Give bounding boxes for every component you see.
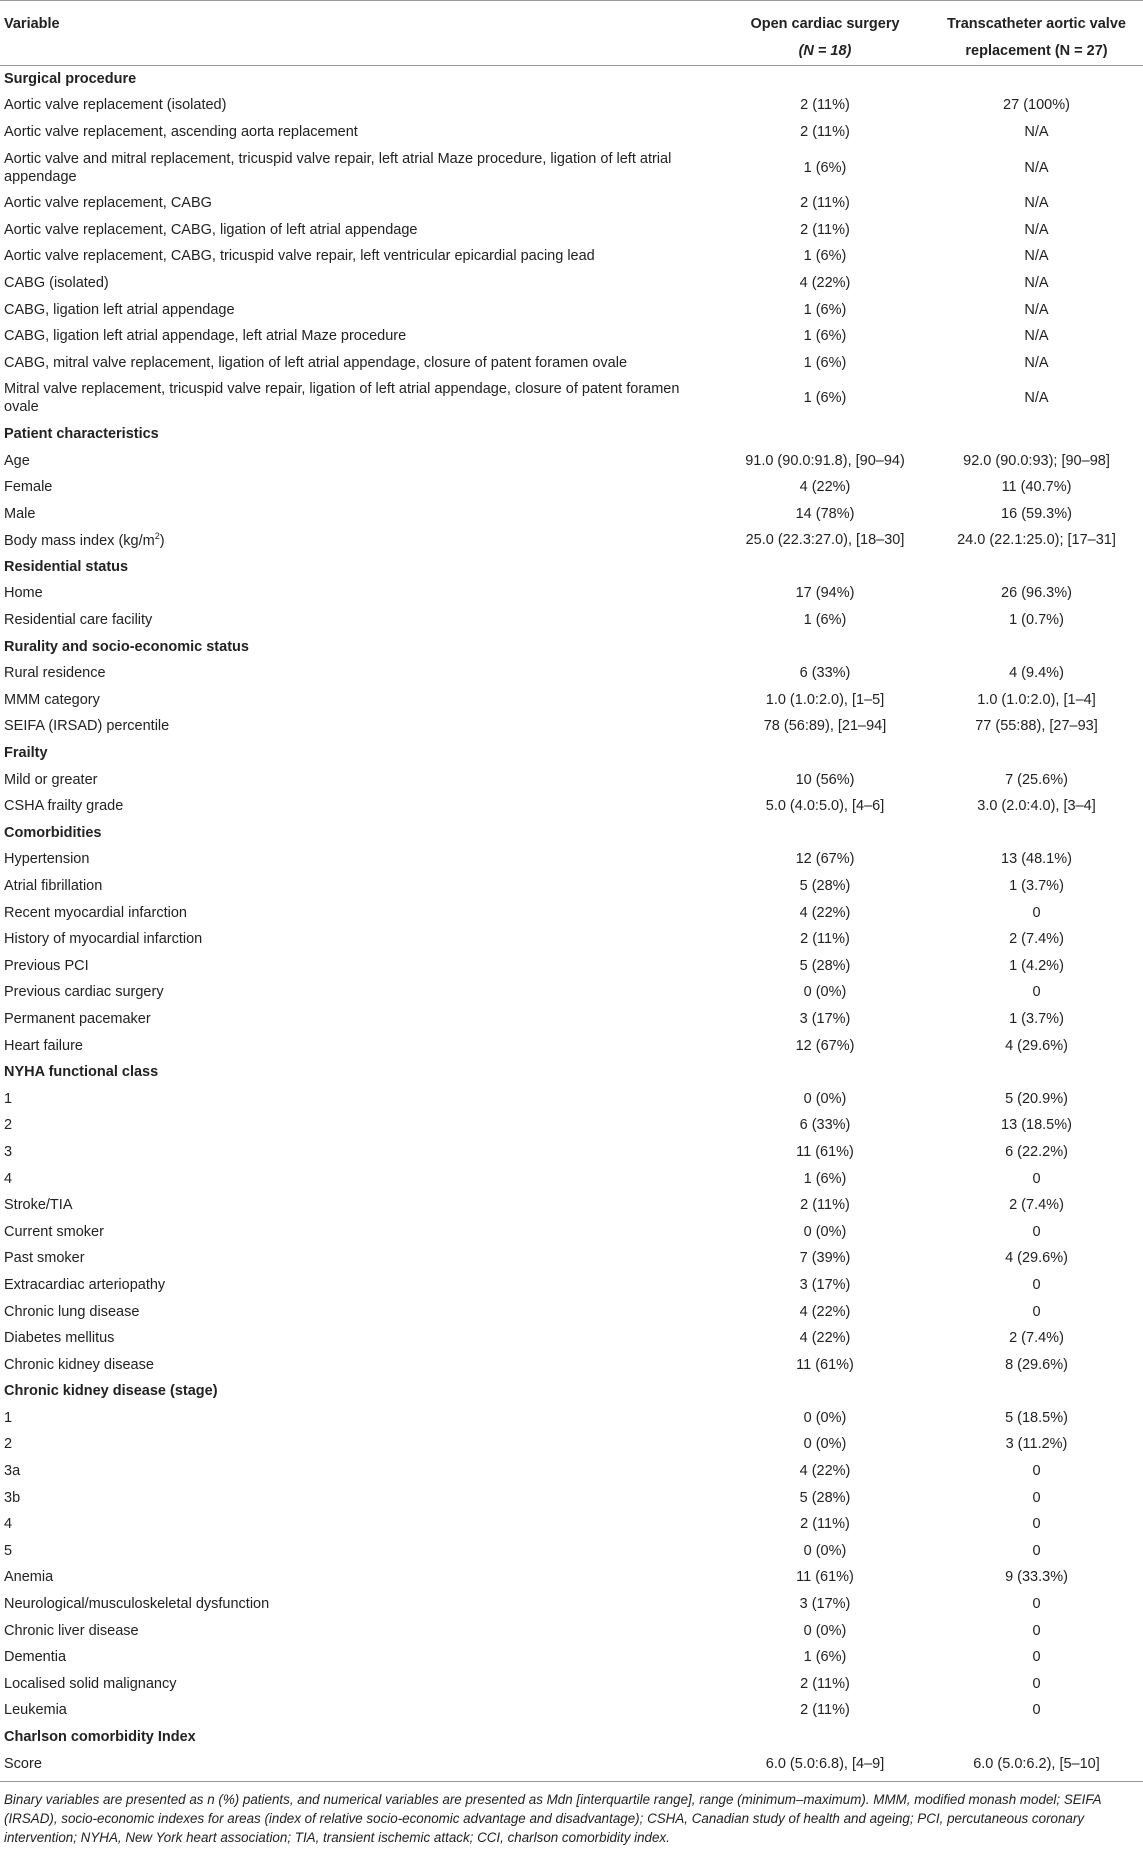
section-header-row [0,1378,1143,1405]
cell-open-cardiac-surgery: 7 (39%) [799,1250,851,1267]
cell-open-cardiac-surgery: 0 (0%) [803,1436,847,1453]
cell-tavr: 77 (55:88), [27–93] [975,718,1098,735]
row-label: Neurological/musculoskeletal dysfunction [4,1596,270,1613]
row-label: Current smoker [4,1223,104,1240]
cell-open-cardiac-surgery: 4 (22%) [799,274,851,291]
table-header-row [0,1,1143,66]
cell-open-cardiac-surgery: 17 (94%) [795,585,855,602]
section-header-row [0,633,1143,660]
cell-open-cardiac-surgery: 1 (6%) [803,1170,847,1187]
cell-tavr: N/A [1024,301,1049,318]
section-title: Chronic kidney disease (stage) [4,1383,218,1400]
cell-tavr: 0 [1032,1303,1041,1320]
table-row [0,145,1143,190]
cell-open-cardiac-surgery: 5 (28%) [799,878,851,895]
row-label: Heart failure [4,1037,83,1054]
cell-tavr: 2 (7.4%) [1009,931,1064,948]
table-row [0,447,1143,474]
row-label: History of myocardial infarction [4,931,203,948]
cell-open-cardiac-surgery: 6.0 (5.0:6.8), [4–9] [765,1755,885,1772]
cell-tavr: 5 (20.9%) [1005,1090,1068,1107]
row-label: 1 [4,1090,13,1107]
row-label: Female [4,479,53,496]
cell-open-cardiac-surgery: 4 (22%) [799,1303,851,1320]
row-label: Aortic valve replacement, CABG [4,195,212,212]
cell-open-cardiac-surgery: 6 (33%) [799,665,851,682]
table-row [0,296,1143,323]
table-row [0,1218,1143,1245]
row-label: 1 [4,1409,13,1426]
cell-open-cardiac-surgery: 0 (0%) [803,1409,847,1426]
header-tavr [930,1,1143,66]
cell-open-cardiac-surgery: 5 (28%) [799,1489,851,1506]
cell-tavr: 0 [1032,1463,1041,1480]
row-label: 2 [4,1436,13,1453]
table-row [0,1431,1143,1458]
section-title: Surgical procedure [4,71,137,88]
cell-tavr: 5 (18.5%) [1005,1409,1068,1426]
row-label: 2 [4,1117,13,1134]
cell-tavr: 0 [1032,1622,1041,1639]
table-row [0,1484,1143,1511]
cell-open-cardiac-surgery: 4 (22%) [799,904,851,921]
row-label: 3b [4,1489,21,1506]
section-header-row [0,421,1143,448]
table-row [0,580,1143,607]
section-title: Rurality and socio-economic status [4,638,249,655]
table-row [0,119,1143,146]
row-label: Chronic lung disease [4,1303,140,1320]
cell-tavr: 0 [1032,984,1041,1001]
row-label: CABG, ligation left atrial appendage, left atrial Maze procedure [4,328,407,345]
table-row [0,376,1143,421]
cell-open-cardiac-surgery: 1 (6%) [803,248,847,265]
cell-open-cardiac-surgery: 2 (11%) [800,1702,850,1719]
cell-open-cardiac-surgery: 3 (17%) [799,1276,851,1293]
table-row [0,899,1143,926]
cell-open-cardiac-surgery: 2 (11%) [800,123,850,140]
table-row [0,1032,1143,1059]
row-label: Anemia [4,1569,54,1586]
cell-tavr: 3.0 (2.0:4.0), [3–4] [977,798,1096,815]
cell-open-cardiac-surgery: 5.0 (4.0:5.0), [4–6] [765,798,885,815]
cell-tavr: 0 [1032,1675,1041,1692]
section-header-row [0,1724,1143,1751]
row-label: CABG, mitral valve replacement, ligation of left atrial appendage, closure of patent foramen ovale [4,354,628,371]
cell-open-cardiac-surgery: 11 (61%) [796,1356,854,1373]
cell-open-cardiac-surgery: 3 (17%) [799,1010,851,1027]
cell-open-cardiac-surgery: 2 (11%) [800,931,850,948]
table-row [0,1405,1143,1432]
cell-tavr: N/A [1024,328,1049,345]
table-row [0,1139,1143,1166]
table-row [0,243,1143,270]
table-row [0,766,1143,793]
cell-tavr: 0 [1032,1223,1041,1240]
cell-tavr: 2 (7.4%) [1009,1330,1064,1347]
row-label: Previous cardiac surgery [4,984,164,1001]
row-label: Recent myocardial infarction [4,904,187,921]
cell-open-cardiac-surgery: 11 (61%) [796,1143,854,1160]
table-row [0,1750,1143,1777]
row-label: Age [4,452,30,469]
table-row [0,1085,1143,1112]
cell-open-cardiac-surgery: 25.0 (22.3:27.0), [18–30] [745,532,905,549]
row-label: Stroke/TIA [4,1197,73,1214]
header-variable: Variable [0,1,720,66]
cell-tavr: 0 [1032,1276,1041,1293]
header-surgery-title: Open cardiac surgery [750,16,900,32]
cell-open-cardiac-surgery: 1 (6%) [803,1649,847,1666]
row-label: Leukemia [4,1702,67,1719]
cell-tavr: 13 (48.1%) [1001,851,1072,868]
cell-open-cardiac-surgery: 1 (6%) [803,159,847,176]
cell-tavr: 92.0 (90.0:93); [90–98] [963,452,1110,469]
cell-open-cardiac-surgery: 1 (6%) [803,354,847,371]
row-label: Hypertension [4,851,90,868]
cell-open-cardiac-surgery: 2 (11%) [800,1675,850,1692]
row-label: CABG, ligation left atrial appendage [4,301,235,318]
cell-open-cardiac-surgery: 1 (6%) [803,328,847,345]
section-title: Charlson comorbidity Index [4,1729,196,1746]
table-row [0,190,1143,217]
cell-tavr: 0 [1032,1596,1041,1613]
cell-tavr: 4 (29.6%) [1005,1250,1068,1267]
row-label: Chronic liver disease [4,1622,139,1639]
header-surgery-n: (N = 18) [798,43,852,59]
cell-open-cardiac-surgery: 11 (61%) [796,1569,854,1586]
row-label: Diabetes mellitus [4,1330,115,1347]
cell-open-cardiac-surgery: 2 (11%) [800,1197,850,1214]
table-row [0,216,1143,243]
table-row [0,953,1143,980]
cell-tavr: N/A [1024,221,1049,238]
header-open-cardiac-surgery [720,1,930,66]
section-title: Comorbidities [4,824,102,841]
row-label [0,527,720,554]
cell-tavr: 1.0 (1.0:2.0), [1–4] [977,691,1096,708]
cell-open-cardiac-surgery: 91.0 (90.0:91.8), [90–94) [745,452,905,469]
row-label: Aortic valve replacement, CABG, ligation of left atrial appendage [4,221,418,238]
table-row [0,873,1143,900]
cell-open-cardiac-surgery: 14 (78%) [795,505,855,522]
cell-tavr: 0 [1032,1649,1041,1666]
section-header-row [0,554,1143,581]
row-label: Aortic valve and mitral replacement, tricuspid valve repair, left atrial Maze procedure, ligation of left atrial appendage [4,150,672,185]
table-body [0,66,1143,1777]
cell-tavr: 4 (9.4%) [1009,665,1064,682]
row-label-text: Body mass index (kg/m [4,533,155,550]
table-row [0,500,1143,527]
row-label-end: ) [159,533,165,550]
table-row [0,1112,1143,1139]
section-title: Residential status [4,558,129,575]
table-row [0,349,1143,376]
row-label: SEIFA (IRSAD) percentile [4,718,170,735]
cell-open-cardiac-surgery: 2 (11%) [800,1516,850,1533]
cell-open-cardiac-surgery: 1.0 (1.0:2.0), [1–5] [765,691,885,708]
row-label: CABG (isolated) [4,274,109,291]
row-label: Past smoker [4,1250,85,1267]
cell-tavr: 9 (33.3%) [1005,1569,1068,1586]
cell-open-cardiac-surgery: 4 (22%) [799,1463,851,1480]
row-label: Extracardiac arteriopathy [4,1276,166,1293]
table-row [0,846,1143,873]
row-label: Aortic valve replacement, ascending aorta replacement [4,123,358,140]
cell-open-cardiac-surgery: 3 (17%) [799,1596,851,1613]
table-row [0,1671,1143,1698]
cell-tavr: 11 (40.7%) [1001,479,1072,496]
cell-tavr: 1 (4.2%) [1009,957,1064,974]
cell-tavr: 6.0 (5.0:6.2), [5–10] [973,1755,1100,1772]
cell-tavr: 16 (59.3%) [1001,505,1072,522]
section-title: Patient characteristics [4,425,159,442]
cell-tavr: 24.0 (22.1:25.0); [17–31] [957,532,1116,549]
table-row [0,1564,1143,1591]
row-label: 3 [4,1143,13,1160]
header-tavr-title: Transcatheter aortic valve [947,16,1126,32]
table-row [0,1617,1143,1644]
cell-tavr: 0 [1032,904,1041,921]
cell-open-cardiac-surgery: 0 (0%) [803,984,847,1001]
table-row [0,1644,1143,1671]
row-label: 4 [4,1170,13,1187]
cell-open-cardiac-surgery: 4 (22%) [799,1330,851,1347]
row-label: Chronic kidney disease [4,1356,154,1373]
cell-open-cardiac-surgery: 0 (0%) [803,1542,847,1559]
cell-open-cardiac-surgery: 1 (6%) [803,612,847,629]
table-row [0,1697,1143,1724]
row-label: Atrial fibrillation [4,878,103,895]
superscript: 2 [154,531,160,542]
table-row [0,1511,1143,1538]
table-row [0,979,1143,1006]
row-label: Aortic valve replacement, CABG, tricuspid valve repair, left ventricular epicardial pacing lead [4,248,595,265]
cell-tavr: 27 (100%) [1003,97,1070,114]
section-header-row [0,66,1143,93]
cell-open-cardiac-surgery: 2 (11%) [800,195,850,212]
cell-tavr: 8 (29.6%) [1005,1356,1068,1373]
cell-tavr: 0 [1032,1542,1041,1559]
row-label: Dementia [4,1649,67,1666]
cell-open-cardiac-surgery: 12 (67%) [795,851,855,868]
row-label: Home [4,585,43,602]
table-row [0,1298,1143,1325]
section-header-row [0,1059,1143,1086]
section-header-row [0,740,1143,767]
cell-open-cardiac-surgery: 1 (6%) [803,301,847,318]
table-row [0,1192,1143,1219]
row-label: Localised solid malignancy [4,1675,177,1692]
cell-tavr: N/A [1024,274,1049,291]
table-row [0,660,1143,687]
cell-tavr: 0 [1032,1516,1041,1533]
cell-tavr: N/A [1024,195,1049,212]
cell-tavr: 0 [1032,1170,1041,1187]
cell-tavr: N/A [1024,248,1049,265]
table-row [0,323,1143,350]
cell-tavr: 1 (3.7%) [1009,1010,1064,1027]
row-label: MMM category [4,691,100,708]
cell-open-cardiac-surgery: 1 (6%) [803,390,847,407]
row-label: 3a [4,1463,21,1480]
table-row [0,926,1143,953]
table-row [0,474,1143,501]
row-label: Mild or greater [4,771,98,788]
row-label: Permanent pacemaker [4,1010,151,1027]
table-row [0,1272,1143,1299]
cell-tavr: N/A [1024,354,1049,371]
table-row [0,527,1143,554]
row-label: Aortic valve replacement (isolated) [4,97,227,114]
table-row [0,92,1143,119]
cell-open-cardiac-surgery: 5 (28%) [799,957,851,974]
table-row [0,1245,1143,1272]
row-label: CSHA frailty grade [4,798,124,815]
cell-tavr: 4 (29.6%) [1005,1037,1068,1054]
row-label: 5 [4,1542,13,1559]
table-row [0,687,1143,714]
table-row [0,1591,1143,1618]
cell-tavr: N/A [1024,123,1049,140]
table-row [0,1351,1143,1378]
cell-tavr: 1 (0.7%) [1009,612,1064,629]
table-row [0,270,1143,297]
cell-open-cardiac-surgery: 6 (33%) [799,1117,851,1134]
cell-tavr: 13 (18.5%) [1001,1117,1072,1134]
table-row [0,713,1143,740]
cell-open-cardiac-surgery: 0 (0%) [803,1090,847,1107]
row-label: Residential care facility [4,612,153,629]
cell-tavr: 26 (96.3%) [1001,585,1072,602]
cell-open-cardiac-surgery: 10 (56%) [795,771,855,788]
row-label: Male [4,505,36,522]
row-label: Previous PCI [4,957,89,974]
section-title: Frailty [4,745,48,762]
cell-open-cardiac-surgery: 2 (11%) [800,97,850,114]
row-label: Mitral valve replacement, tricuspid valve repair, ligation of left atrial appendage, closure of patent foramen ovale [4,381,680,416]
cell-tavr: 1 (3.7%) [1009,878,1064,895]
table-row [0,1165,1143,1192]
table-row [0,1458,1143,1485]
section-header-row [0,820,1143,847]
cell-tavr: 7 (25.6%) [1005,771,1068,788]
section-title: NYHA functional class [4,1064,159,1081]
cell-open-cardiac-surgery: 0 (0%) [803,1622,847,1639]
row-label: Score [4,1755,42,1772]
cell-tavr: 0 [1032,1489,1041,1506]
table-row [0,1006,1143,1033]
cell-tavr: 6 (22.2%) [1005,1143,1068,1160]
cell-open-cardiac-surgery: 12 (67%) [795,1037,855,1054]
cell-tavr: 3 (11.2%) [1005,1436,1068,1453]
cell-open-cardiac-surgery: 78 (56:89), [21–94] [763,718,887,735]
row-label: Rural residence [4,665,106,682]
table-row [0,607,1143,634]
table-row [0,1538,1143,1565]
cell-tavr: N/A [1024,390,1049,407]
cell-tavr: 2 (7.4%) [1009,1197,1064,1214]
cell-open-cardiac-surgery: 2 (11%) [800,221,850,238]
cell-open-cardiac-surgery: 4 (22%) [799,479,851,496]
table-row [0,1325,1143,1352]
row-label: 4 [4,1516,13,1533]
header-tavr-n: replacement (N = 27) [965,43,1108,59]
cell-open-cardiac-surgery: 0 (0%) [803,1223,847,1240]
table-footnote: Binary variables are presented as n (%) patients, and numerical variables are presented as Mdn [interquartile range], range (minimum–maximum). MMM, modified monash model; SEIFA (IRSAD), socio-economic indexes for areas (index of relative socio-economic advantage and disadvantage); CSHA, Canadian study of health and ageing; PCI, percutaneous coronary intervention; NYHA, New York heart association; TIA, transient ischemic attack; CCI, charlson comorbidity index. [0,1781,1143,1847]
cell-tavr: N/A [1024,159,1049,176]
cell-tavr: 0 [1032,1702,1041,1719]
table-row [0,793,1143,820]
